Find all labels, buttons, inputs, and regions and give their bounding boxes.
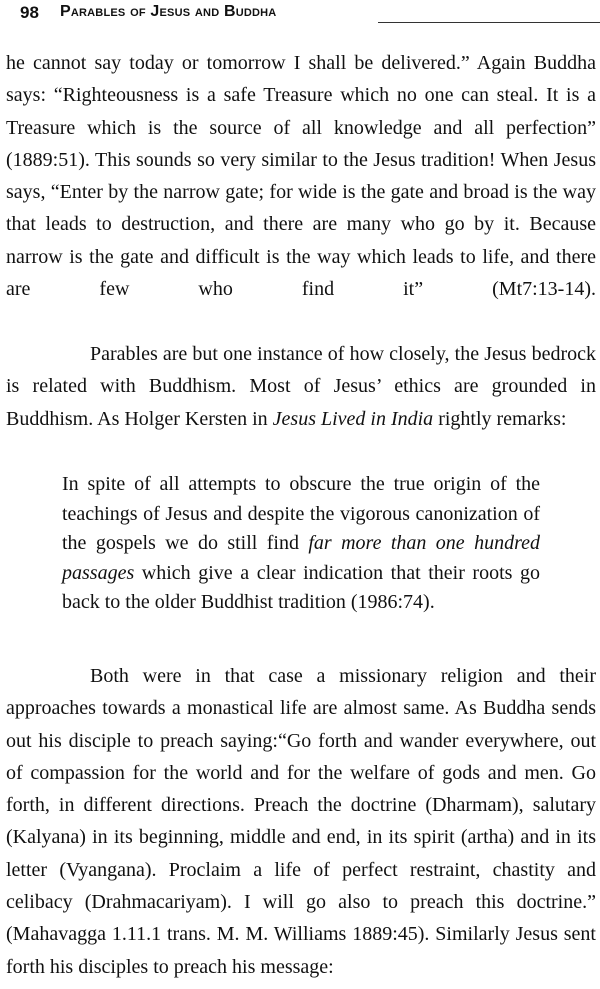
- block-quote: [62, 470, 540, 618]
- block-quote-text-end: which give a clear indication that their roots go back to the older Buddhist tradition (1986:74).: [62, 561, 540, 613]
- paragraph-1: he cannot say today or tomorrow I shall be delivered.” Again Buddha says: “Righteousness is a safe Treasure which no one can steal. It is a Treasure which is the source of all knowledge and all perfection” (1889:51). This sounds so very similar to the Jesus tradition! When Jesus says, “Enter by the narrow gate; for wide is the gate and broad is the way that leads to destruction, and there are many who go by it. Because narrow is the gate and difficult is the way which leads to life, and there are few who find it” (Mt7:13-14).: [6, 52, 596, 301]
- running-header: [10, 0, 595, 30]
- block-quote-text: In spite of all attempts to obscure the true origin of the teachings of Jesus and despite the vigorous canonization of the gospels we do still find: [62, 473, 540, 554]
- running-title: Parables of Jesus and Buddha: [60, 3, 277, 20]
- book-title: Jesus Lived in India: [272, 407, 434, 430]
- header-rule: [378, 22, 600, 23]
- paragraph-2-text-end: rightly remarks:: [433, 407, 567, 430]
- page-number: 98: [20, 3, 39, 22]
- paragraph-2: [6, 338, 596, 435]
- paragraph-2-text: Parables are but one instance of how closely, the Jesus bedrock is related with Buddhism. Most of Jesus’ ethics are grounded in Buddhism. As Holger Kersten in: [6, 343, 596, 430]
- paragraph-3: Both were in that case a missionary religion and their approaches towards a monastical life are almost same. As Buddha sends out his disciple to preach saying:“Go forth and wander everywhere, out of compassion for the world and for the welfare of gods and men. Go forth, in different directions. Preach the doctrine (Dharmam), salutary (Kalyana) in its beginning, middle and end, in its spirit (artha) and in its letter (Vyangana). Proclaim a life of perfect restraint, chastity and celibacy (Drahmacariyam). I will go also to preach this doctrine.” (Mahavagga 1.11.1 trans. M. M. Williams 1889:45). Similarly Jesus sent forth his disciples to preach his message:: [6, 665, 596, 978]
- block-quote-emphasis: far more than one hundred passages: [62, 532, 540, 584]
